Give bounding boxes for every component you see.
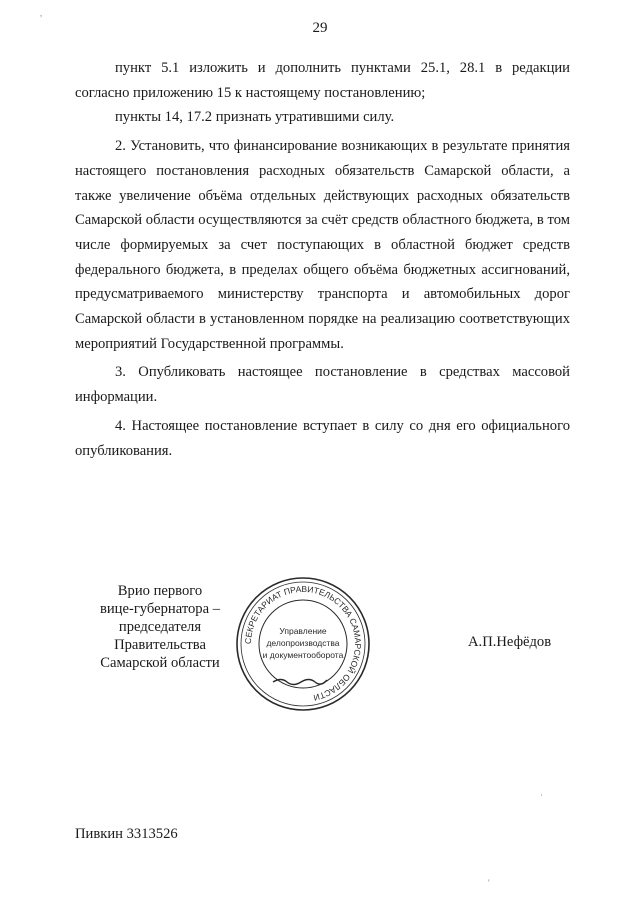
paragraph-amend-item: пункт 5.1 изложить и дополнить пунктами 25.1, 28.1 в редакции согласно приложению 15 к настоящему постановлению; — [75, 60, 570, 101]
paragraph-effective-date: 4. Настоящее постановление вступает в силу со дня его официального опубликования. — [75, 417, 570, 459]
scan-mark: · — [540, 790, 543, 800]
executor-contact: Пивкин 3313526 — [75, 826, 178, 842]
official-seal-stamp — [233, 574, 373, 714]
signatory-title — [80, 582, 240, 672]
seal-center-line: и документооборота — [262, 650, 344, 660]
signatory-name: А.П.Нефёдов — [468, 634, 552, 650]
document-body — [75, 56, 570, 463]
paragraph-financing: 2. Установить, что финансирование возникающих в результате принятия настоящего постановления расходных обязательств Самарской области, а также увеличение объёма отдельных действующих расходных обязательств Самарской области осуществляются за счёт средств областного бюджета, в том числе формируемых за счет поступающих в областной бюджет средств федерального бюджета, в пределах общего объёма бюджетных ассигнований, предусматриваемого министерству транспорта и автомобильных дорог Самарской области в установленном порядке на реализацию соответствующих мероприятий Государственной программы. — [75, 138, 570, 352]
paragraph-invalidate-items: пункты 14, 17.2 признать утратившими силу. — [115, 109, 395, 126]
scan-mark: ' — [488, 878, 490, 888]
seal-center-line: Управление — [279, 626, 327, 636]
paragraph-publish: 3. Опубликовать настоящее постановление в средствах массовой информации. — [75, 364, 570, 406]
signatory-title-line: Самарской области — [100, 655, 220, 671]
signatory-title-line: председателя Правительства — [114, 619, 206, 653]
scan-mark: , — [40, 8, 43, 18]
page-number: 29 — [312, 20, 328, 36]
signatory-title-line: Врио первого — [117, 583, 203, 599]
signatory-title-line: вице-губернатора – — [99, 601, 221, 617]
seal-ring-text: СЕКРЕТАРИАТ ПРАВИТЕЛЬСТВА САМАРСКОЙ ОБЛАСТИ — [242, 583, 364, 703]
seal-center-line: делопроизводства — [266, 638, 340, 648]
